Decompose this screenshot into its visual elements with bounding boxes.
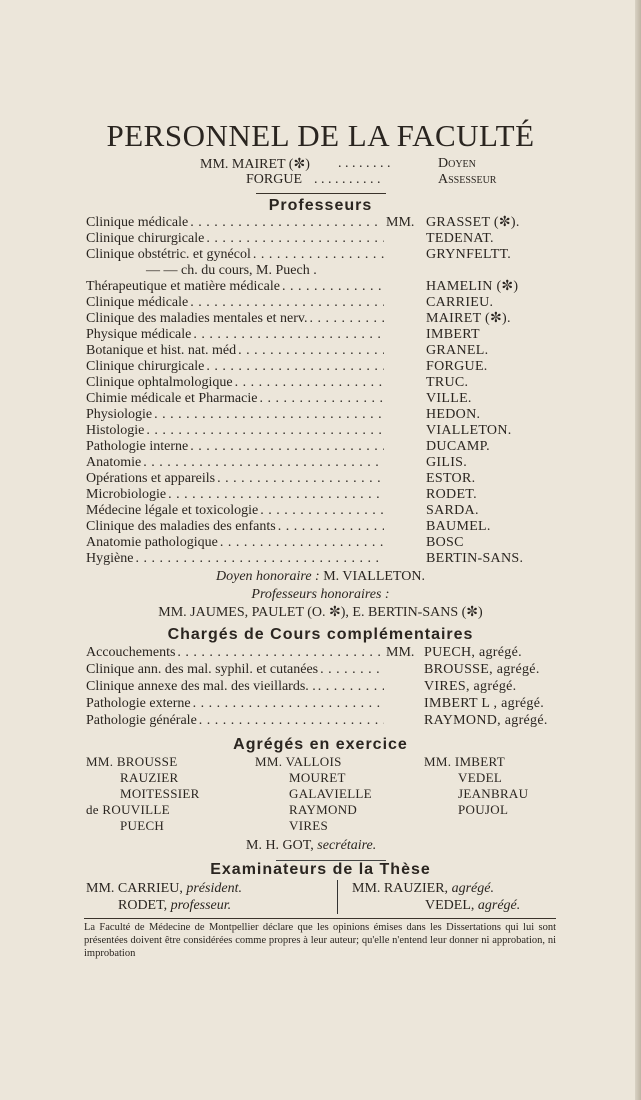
secretaire-name: M. H. GOT, — [246, 838, 314, 853]
agreges-column-2 — [255, 754, 372, 834]
professeur-label: Clinique des maladies des enfants — [86, 519, 276, 534]
professeur-name: ESTOR. — [426, 471, 476, 486]
professeur-row — [86, 311, 386, 327]
leader-dots — [135, 551, 384, 567]
agrege-name: RAYMOND — [289, 802, 358, 817]
charge-name: BROUSSE, agrégé. — [424, 662, 540, 677]
leader-dots — [190, 295, 384, 311]
professeur-name: BERTIN-SANS. — [426, 551, 524, 566]
agreges-heading: Agrégés en exercice — [233, 736, 408, 753]
professeur-label: Clinique chirurgicale — [86, 231, 205, 246]
professeur-name: MAIRET (✼). — [426, 311, 511, 326]
charge-label: Clinique ann. des mal. syphil. et cutanées — [86, 662, 319, 677]
professeurs-heading: Professeurs — [268, 197, 373, 214]
charges-heading: Chargés de Cours complémentaires — [167, 626, 474, 643]
agrege-name: VEDEL — [458, 770, 503, 785]
doyen-role: Doyen — [438, 156, 476, 171]
leader-dots — [220, 535, 384, 551]
professeur-row — [86, 247, 386, 263]
examinateur-agrege-1-role: agrégé. — [451, 881, 494, 896]
agrege-name: MOITESSIER — [120, 786, 200, 801]
professeur-name: HEDON. — [426, 407, 481, 422]
examinateur-agrege-2-name: VEDEL, — [425, 898, 475, 913]
professeur-row — [86, 535, 386, 551]
page-title: PERSONNEL DE LA FACULTÉ — [106, 118, 535, 153]
charge-name: VIRES, agrégé. — [424, 679, 517, 694]
doyen-dots: . . . . . . . . — [338, 156, 391, 171]
professeur-label: Clinique des maladies mentales et nerv. — [86, 311, 308, 326]
leader-dots — [253, 247, 384, 263]
professeur-row — [86, 455, 386, 471]
assesseur-role: Assesseur — [438, 172, 497, 187]
professeur-label: Clinique médicale — [86, 295, 189, 310]
agrege-name: JEANBRAU — [458, 786, 529, 801]
charge-row — [86, 662, 386, 678]
leader-dots — [206, 359, 384, 375]
professeur-row — [86, 359, 386, 375]
professeur-name: DUCAMP. — [426, 439, 490, 454]
charge-row — [86, 713, 386, 729]
professeur-label: Hygiène — [86, 551, 134, 566]
examinateur-agrege-1-name: MM. RAUZIER, — [352, 881, 449, 896]
professeurs-honoraires-label: Professeurs honoraires : — [251, 587, 390, 602]
doyen-honoraire-label: Doyen honoraire : — [216, 569, 320, 584]
professeur-name: BAUMEL. — [426, 519, 491, 534]
agreges-column-1 — [86, 754, 200, 834]
leader-dots — [199, 713, 384, 729]
doyen-name: MM. MAIRET (✼) — [200, 157, 310, 172]
professeur-row — [86, 327, 386, 343]
charge-name: PUECH, agrégé. — [424, 645, 522, 660]
charges-mm: MM. — [386, 645, 415, 660]
professeur-name: RODET. — [426, 487, 477, 502]
examinateurs-right — [352, 880, 520, 914]
leader-dots — [143, 455, 384, 471]
professeur-name: HAMELIN (✼) — [426, 279, 519, 294]
professeur-row — [86, 519, 386, 535]
charge-name: IMBERT L , agrégé. — [424, 696, 545, 711]
leader-dots — [260, 503, 384, 519]
professeur-name: IMBERT — [426, 327, 480, 342]
professeur-name: GRASSET (✼). — [426, 215, 520, 230]
leader-dots — [235, 375, 384, 391]
leader-dots — [193, 327, 384, 343]
professeur-row — [86, 423, 386, 439]
agrege-name: MM. VALLOIS — [255, 754, 342, 769]
leader-dots — [309, 311, 384, 327]
professeur-name: FORGUE. — [426, 359, 488, 374]
doyen-honoraire-name: M. VIALLETON. — [323, 569, 425, 584]
agrege-name: RAUZIER — [120, 770, 179, 785]
agrege-name: MOURET — [289, 770, 346, 785]
leader-dots — [190, 215, 380, 231]
professeur-row — [86, 551, 386, 567]
secretaire-line — [246, 838, 376, 854]
agreges-column-3 — [424, 754, 528, 818]
professeur-name: CARRIEU. — [426, 295, 494, 310]
professeur-name: GILIS. — [426, 455, 468, 470]
professeur-label: Pathologie interne — [86, 439, 189, 454]
professeur-name: GRANEL. — [426, 343, 489, 358]
agrege-name: GALAVIELLE — [289, 786, 372, 801]
leader-dots — [206, 231, 384, 247]
leader-dots — [190, 439, 384, 455]
agrege-name: MM. BROUSSE — [86, 754, 178, 769]
professeur-row — [86, 375, 386, 391]
professeur-name: VILLE. — [426, 391, 472, 406]
professeur-label: Anatomie pathologique — [86, 535, 218, 550]
professeur-label: Physique médicale — [86, 327, 192, 342]
professeur-row — [86, 391, 386, 407]
professeur-label: Médecine légale et toxicologie — [86, 503, 259, 518]
assesseur-dots: . . . . . . . . . . — [314, 172, 381, 187]
professeur-row — [86, 407, 386, 423]
agrege-name: MM. IMBERT — [424, 754, 505, 769]
professeur-row — [86, 439, 386, 455]
professeur-row — [86, 503, 386, 519]
charge-row — [86, 679, 386, 695]
leader-dots — [146, 423, 384, 439]
charge-label: Pathologie externe — [86, 696, 191, 711]
leader-dots — [177, 645, 380, 661]
charge-row — [86, 696, 386, 712]
professeur-name: VIALLETON. — [426, 423, 512, 438]
professeur-label: Opérations et appareils — [86, 471, 216, 486]
professeurs-mm: MM. — [386, 215, 415, 230]
leader-dots — [318, 679, 384, 695]
agrege-name: VIRES — [289, 818, 329, 833]
professeur-label: Thérapeutique et matière médicale — [86, 279, 280, 294]
charge-label: Clinique annexe des mal. des vieillards. . — [86, 679, 316, 694]
professeur-row — [86, 487, 386, 503]
doyen-honoraire-line — [0, 569, 641, 585]
professeur-label: — — ch. du cours, M. Puech . — [146, 263, 317, 278]
charge-name: RAYMOND, agrégé. — [424, 713, 548, 728]
professeur-label: Physiologie — [86, 407, 153, 422]
leader-dots — [259, 391, 384, 407]
charge-label: Accouchements — [86, 645, 176, 660]
professeur-row — [86, 279, 386, 295]
leader-dots — [320, 662, 384, 678]
leader-dots — [282, 279, 384, 295]
professeur-row — [86, 263, 446, 279]
agrege-name: POUJOL — [458, 802, 509, 817]
professeur-label: Clinique chirurgicale — [86, 359, 205, 374]
disclaimer-note: La Faculté de Médecine de Montpellier déclare que les opinions émises dans les Dissertations qui lui sont présentées doivent être considérées comme propres à leur auteur; qu'elle n'entend leur donner ni approbation, ni improbation — [84, 922, 556, 959]
agrege-name: de ROUVILLE — [86, 802, 170, 817]
leader-dots — [168, 487, 384, 503]
professeur-name: TRUC. — [426, 375, 469, 390]
professeur-row — [86, 343, 386, 359]
professeur-row — [86, 295, 386, 311]
professeur-name: GRYNFELTT. — [426, 247, 512, 262]
professeur-row — [86, 215, 382, 231]
examinateur-president-role: président. — [186, 881, 242, 896]
leader-dots — [278, 519, 384, 535]
professeur-label: Clinique ophtalmologique — [86, 375, 233, 390]
examinateurs-left — [86, 880, 242, 914]
professeur-label: Microbiologie — [86, 487, 167, 502]
professeur-name: SARDA. — [426, 503, 479, 518]
divider — [256, 193, 386, 194]
charge-label: Pathologie générale — [86, 713, 197, 728]
professeur-label: Botanique et hist. nat. méd — [86, 343, 237, 358]
professeur-name: BOSC — [426, 535, 464, 550]
examinateurs-divider — [337, 880, 338, 914]
agrege-name: PUECH — [120, 818, 165, 833]
professeur-row — [86, 231, 386, 247]
page-edge-shadow — [635, 0, 641, 1100]
secretaire-role: secrétaire. — [317, 838, 377, 853]
examinateur-professeur-name: RODET, — [118, 898, 168, 913]
professeur-label: Histologie — [86, 423, 145, 438]
note-divider — [84, 918, 556, 919]
professeur-label: Anatomie — [86, 455, 142, 470]
leader-dots — [193, 696, 384, 712]
charge-row — [86, 645, 382, 661]
professeur-row — [86, 471, 386, 487]
examinateur-agrege-2-role: agrégé. — [477, 898, 521, 913]
leader-dots — [238, 343, 384, 359]
leader-dots — [217, 471, 384, 487]
professeur-label: Clinique médicale — [86, 215, 189, 230]
examinateur-president-name: MM. CARRIEU, — [86, 881, 183, 896]
professeur-label: Chimie médicale et Pharmacie — [86, 391, 258, 406]
assesseur-name: FORGUE — [246, 172, 303, 187]
examinateur-professeur-role: professeur. — [170, 898, 232, 913]
professeurs-honoraires-names: MM. JAUMES, PAULET (O. ✼), E. BERTIN-SANS (✼) — [158, 605, 483, 620]
examinateurs-heading: Examinateurs de la Thèse — [210, 861, 431, 878]
professeur-name: TEDENAT. — [426, 231, 494, 246]
professeur-label: Clinique obstétric. et gynécol — [86, 247, 251, 262]
leader-dots — [154, 407, 384, 423]
